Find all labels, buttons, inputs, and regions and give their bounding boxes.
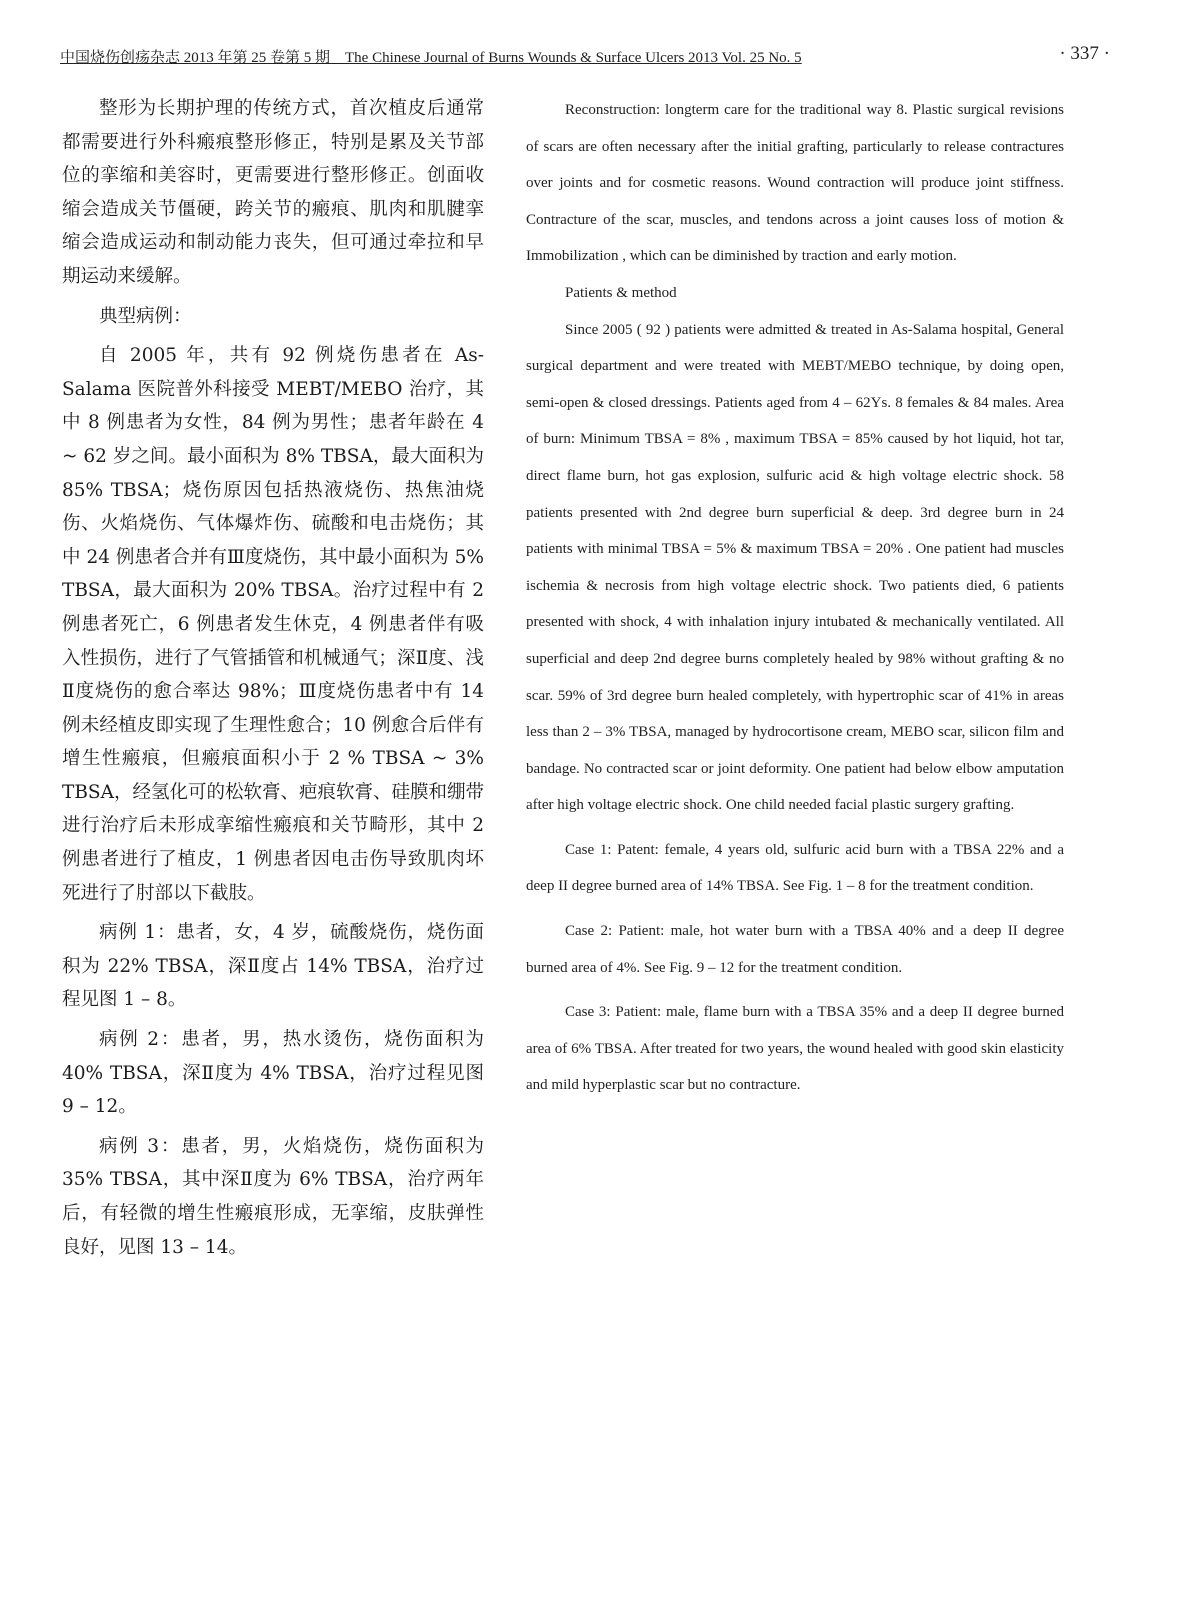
en-patients-paragraph: Since 2005 ( 92 ) patients were admitted & treated in As-Salama hospital, General surgical department and were treated with MEBT/MEBO technique, by doing open, semi-open & closed dressings. Patients aged from 4 – 62Ys. 8 females & 84 males. Area of burn: Minimum TBSA = 8% , maximum TBSA = 85% caused by hot liquid, hot tar, direct flame burn, hot gas explosion, sulfuric acid & high voltage electric shock. 58 patients presented with 2nd degree burn superficial & deep. 3rd degree burn in 24 patients with minimal TBSA = 5% & maximum TBSA = 20% . One patient had muscles ischemia & necrosis from high voltage electric shock. Two patients died, 6 patients presented with shock, 4 with inhalation injury intubated & mechanically ventilated. All superficial and deep 2nd degree burns completely healed by 98% without grafting & no scar. 59% of 3rd degree burn healed completely, with hypertrophic scar of 41% in areas less than 2 – 3% TBSA, managed by hydrocortisone cream, MEBO scar, silicon film and bandage. No contracted scar or joint deformity. One patient had below elbow amputation after high voltage electric shock. One child needed facial plastic surgery grafting. bbox=[526, 321, 1064, 814]
en-case1-paragraph: Case 1: Patent: female, 4 years old, sulfuric acid burn with a TBSA 22% and a deep II degree burned area of 14% TBSA. See Fig. 1 – 8 for the treatment condition. bbox=[526, 841, 1064, 895]
en-case2-paragraph: Case 2: Patient: male, hot water burn with a TBSA 40% and a deep II degree burned area of 4%. See Fig. 9 – 12 for the treatment condition. bbox=[526, 923, 1064, 976]
en-methods-heading: Patients & method bbox=[565, 284, 677, 301]
zh-reconstruction-paragraph: 整形为长期护理的传统方式，首次植皮后通常都需要进行外科瘢痕整形修正，特别是累及关节部位的挛缩和美容时，更需要进行整形修正。创面收缩会造成关节僵硬，跨关节的瘢痕、肌肉和肌腱挛缩会造成运动和制动能力丧失，但可通过牵拉和早期运动来缓解。 bbox=[62, 98, 484, 287]
en-case3-paragraph: Case 3: Patient: male, flame burn with a TBSA 35% and a deep II degree burned area of 6% TBSA. After treated for two years, the wound healed with good skin elasticity and mild hyperplastic scar but no contracture. bbox=[526, 1004, 1064, 1094]
zh-case3-paragraph: 病例 3：患者，男，火焰烧伤，烧伤面积为 35% TBSA，其中深Ⅱ度为 6% TBSA，治疗两年后，有轻微的增生性瘢痕形成，无挛缩，皮肤弹性良好，见图 13 – 14。 bbox=[62, 1135, 484, 1258]
page-number: · 337 · bbox=[1059, 43, 1110, 64]
zh-patients-paragraph: 自 2005 年，共有 92 例烧伤患者在 As-Salama 医院普外科接受 MEBT/MEBO 治疗，其中 8 例患者为女性，84 例为男性；患者年龄在 4 ~ 62 岁之间。最小面积为 8% TBSA，最大面积为 85% TBSA；烧伤原因包括热液烧伤、热焦油烧伤、火焰烧伤、气体爆炸伤、硫酸和电击烧伤；其中 24 例患者合并有Ⅲ度烧伤，其中最小面积为 5% TBSA，最大面积为 20% TBSA。治疗过程中有 2 例患者死亡，6 例患者发生休克，4 例患者伴有吸入性损伤，进行了气管插管和机械通气；深Ⅱ度、浅Ⅱ度烧伤的愈合率达 98%；Ⅲ度烧伤患者中有 14 例未经植皮即实现了生理性愈合；10 例愈合后伴有增生性瘢痕，但瘢痕面积小于 2 % TBSA ~ 3% TBSA，经氢化可的松软膏、疤痕软膏、硅膜和绷带进行治疗后未形成挛缩性瘢痕和关节畸形，其中 2 例患者进行了植皮，1 例患者因电击伤导致肌肉坏死进行了肘部以下截肢。 bbox=[62, 345, 484, 904]
zh-case2-paragraph: 病例 2：患者，男，热水烫伤，烧伤面积为 40% TBSA，深Ⅱ度为 4% TBSA，治疗过程见图 9 – 12。 bbox=[62, 1029, 484, 1118]
chinese-column bbox=[62, 92, 484, 1264]
zh-case1-paragraph: 病例 1：患者，女，4 岁，硫酸烧伤，烧伤面积为 22% TBSA，深Ⅱ度占 14% TBSA，治疗过程见图 1 – 8。 bbox=[62, 922, 484, 1011]
zh-cases-heading: 典型病例： bbox=[99, 305, 192, 327]
en-reconstruction-paragraph: Reconstruction: longterm care for the traditional way 8. Plastic surgical revisions of scars are often necessary after the initial grafting, particularly to release contractures over joints and for cosmetic reasons. Wound contraction will produce joint stiffness. Contracture of the scar, muscles, and tendons across a joint causes loss of motion & Immobilization , which can be diminished by traction and early motion. bbox=[526, 102, 1064, 265]
journal-title: 中国烧伤创疡杂志 2013 年第 25 卷第 5 期 The Chinese Journal of Burns Wounds & Surface Ulcers 2013 Vol. 25 No. 5 bbox=[60, 50, 802, 66]
english-column bbox=[526, 92, 1064, 1104]
